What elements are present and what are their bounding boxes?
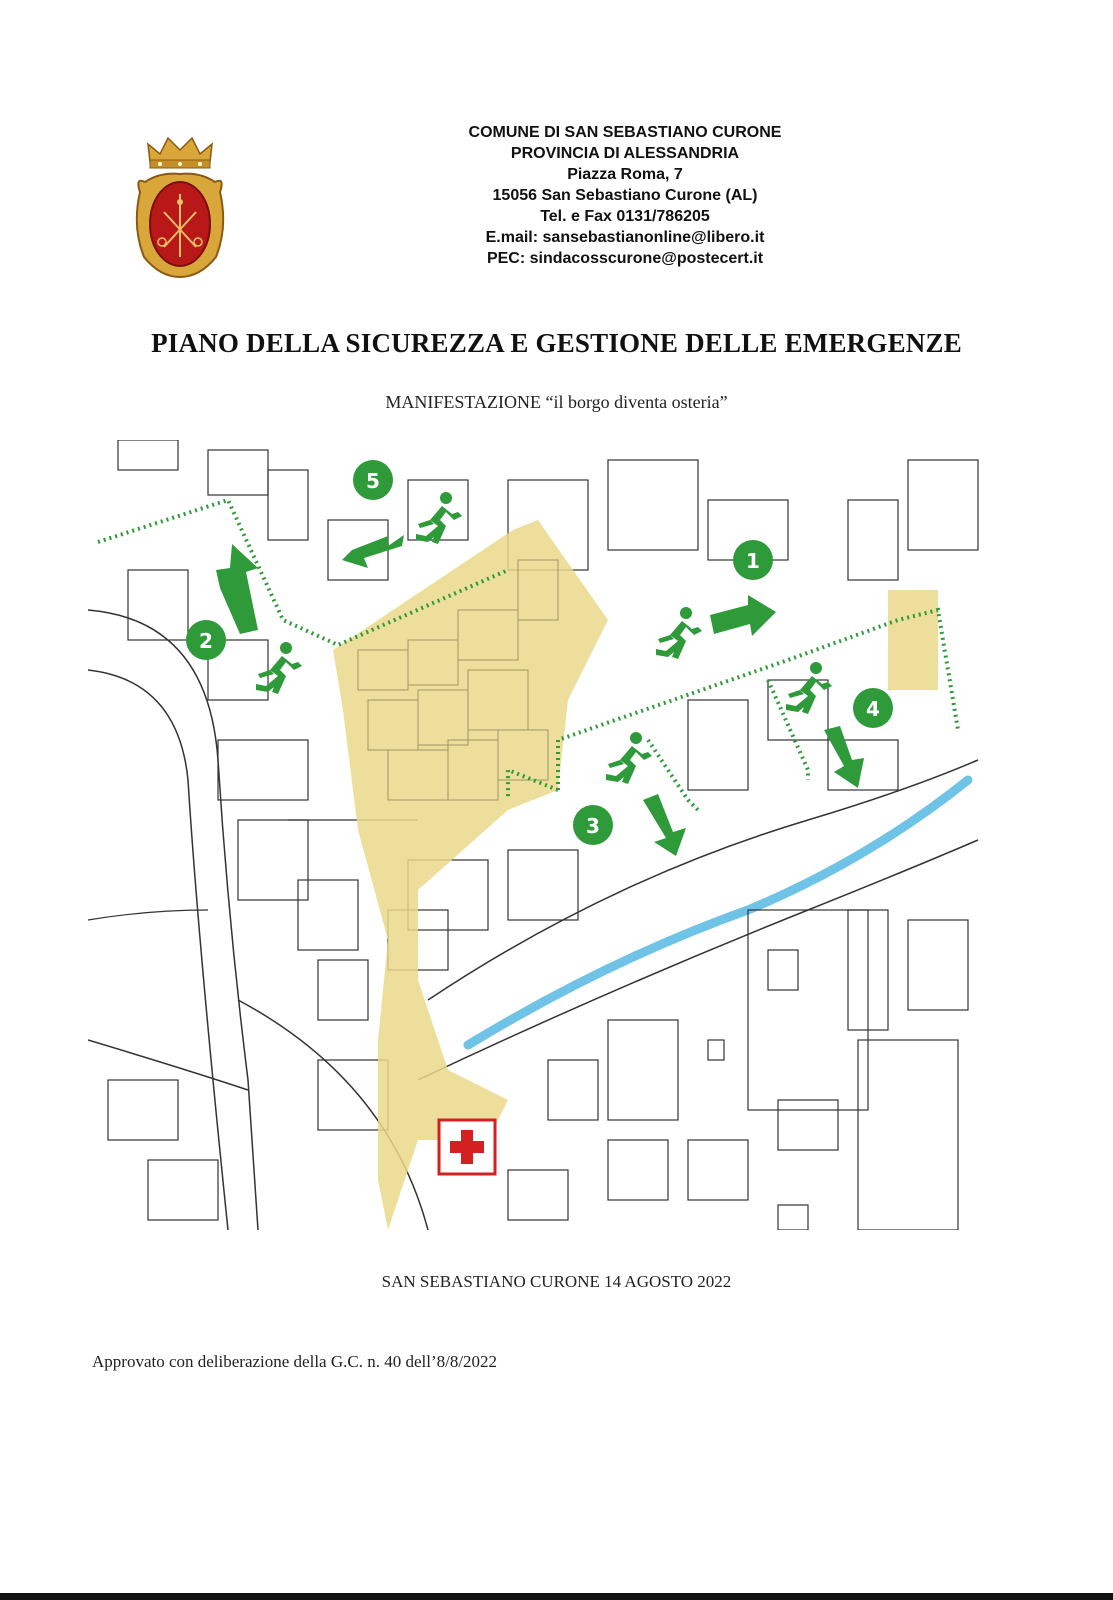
address-city: 15056 San Sebastiano Curone (AL) (492, 187, 758, 204)
phone-fax: Tel. e Fax 0131/786205 (540, 208, 710, 225)
approval-note: Approvato con deliberazione della G.C. n. 40 dell’8/8/2022 (92, 1352, 498, 1371)
email-address[interactable]: E.mail: sansebastianonline@libero.it (485, 229, 765, 246)
first-aid-station (439, 1120, 495, 1174)
scan-edge (0, 1593, 1113, 1600)
event-title: MANIFESTAZIONE “il borgo diventa osteria” (385, 392, 728, 412)
address-street: Piazza Roma, 7 (567, 166, 683, 183)
municipal-crest-icon (130, 132, 230, 282)
pec-address[interactable]: PEC: sindacosscurone@postecert.it (486, 250, 764, 267)
exit-1-number: 1 (746, 549, 760, 573)
exit-2-number: 2 (199, 629, 213, 653)
exit-4-number: 4 (866, 697, 880, 721)
place-and-date: SAN SEBASTIANO CURONE 14 AGOSTO 2022 (381, 1272, 732, 1291)
map-base (88, 440, 988, 1230)
province-name: PROVINCIA DI ALESSANDRIA (510, 145, 740, 162)
municipality-header (400, 122, 850, 269)
exit-5-number: 5 (366, 469, 380, 493)
municipality-name: COMUNE DI SAN SEBASTIANO CURONE (468, 124, 782, 141)
evacuation-map (88, 440, 988, 1230)
document-title: PIANO DELLA SICUREZZA E GESTIONE DELLE EMERGENZE (151, 328, 962, 358)
exit-3-number: 3 (586, 814, 600, 838)
